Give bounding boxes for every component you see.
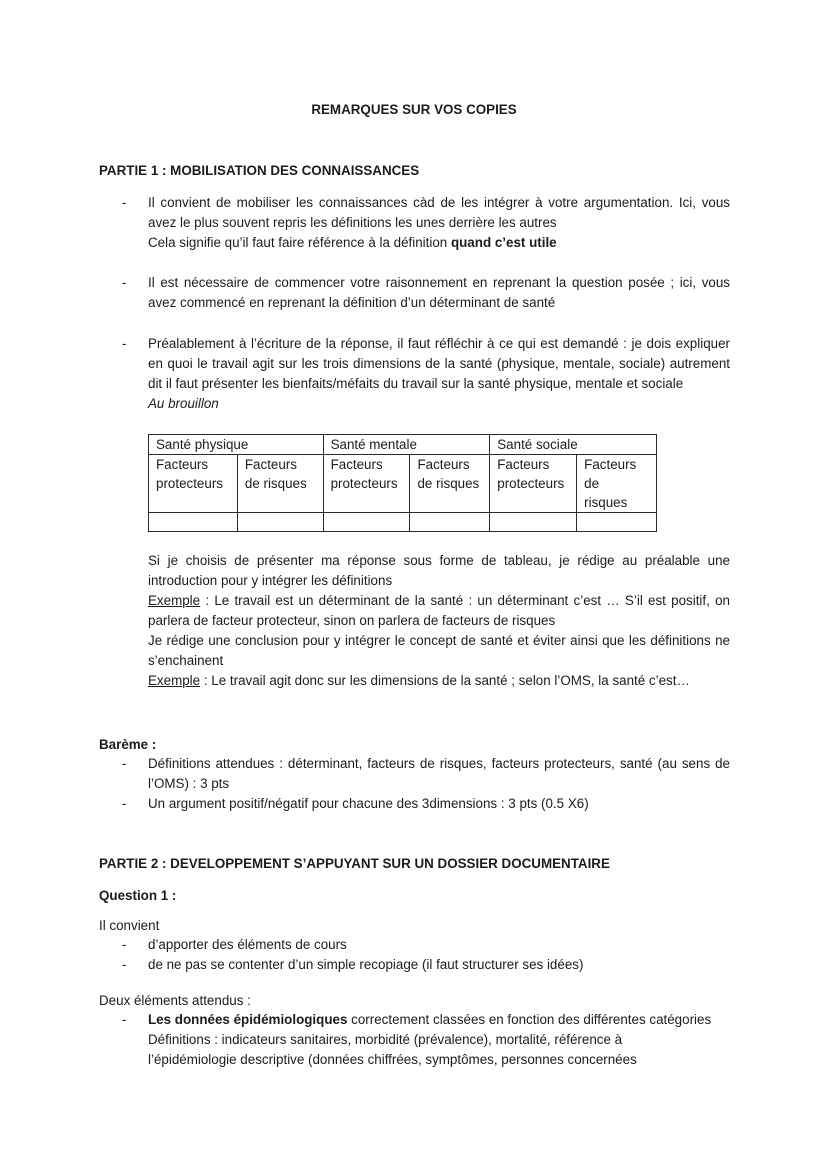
ex2-text: : Le travail agit donc sur les dimensions de la santé ; selon l’OMS, la santé c’est… xyxy=(200,673,690,688)
after-table-ex2 xyxy=(148,671,730,691)
table-cell-empty xyxy=(149,513,238,532)
bullet1-line2-start: Cela signifie qu’il faut faire référence à la définition xyxy=(148,235,451,250)
table-cell xyxy=(577,455,657,513)
cell-line: Facteurs xyxy=(156,457,209,472)
bullet2-text: Il est nécessaire de commencer votre raisonnement en reprenant la question posée ; ici, vous avez commencé en reprenant la définition d’un déterminant de santé xyxy=(148,275,730,310)
table-cell-empty xyxy=(410,513,490,532)
bullet-dash: - xyxy=(122,275,127,290)
partie1-bullet2 xyxy=(148,273,730,313)
element-bold: Les données épidémiologiques xyxy=(148,1012,348,1027)
cell-line: de risques xyxy=(417,476,480,491)
table-cell-empty xyxy=(237,513,323,532)
exemple-label: Exemple xyxy=(148,593,201,608)
element-def2: l’épidémiologie descriptive (données chiffrées, symptômes, personnes concernées xyxy=(148,1052,637,1067)
after-table-p1: Si je choisis de présenter ma réponse sous forme de tableau, je rédige au préalable une introduction pour y intégrer les définitions xyxy=(148,553,730,588)
element-epidemio xyxy=(148,1010,730,1070)
cell-line: Facteurs xyxy=(330,457,383,472)
bullet1-line2-bold: quand c’est utile xyxy=(450,235,557,250)
partie1-heading: PARTIE 1 : MOBILISATION DES CONNAISSANCES xyxy=(99,163,420,178)
cell-line: de xyxy=(584,476,600,491)
table-cell xyxy=(410,455,490,513)
page-title: REMARQUES SUR VOS COPIES xyxy=(311,102,517,117)
bareme-heading: Barème : xyxy=(99,737,157,752)
cell-line: Facteurs xyxy=(244,457,297,472)
table-cell xyxy=(323,455,410,513)
convient-item: de ne pas se contenter d’un simple recopiage (il faut structurer ses idées) xyxy=(148,957,584,972)
exemple-label: Exemple xyxy=(148,673,201,688)
bullet-dash: - xyxy=(122,336,127,351)
convient-item: d’apporter des éléments de cours xyxy=(148,937,347,952)
bullet1-line2 xyxy=(148,233,730,253)
deux-elements-text: Deux éléments attendus : xyxy=(99,993,251,1008)
table-header-physique: Santé physique xyxy=(149,435,324,455)
cell-line: de risques xyxy=(244,476,307,491)
bullet-dash: - xyxy=(122,957,127,972)
cell-line: protecteurs xyxy=(156,476,223,491)
after-table-block xyxy=(148,551,730,691)
table-header-mentale: Santé mentale xyxy=(323,435,490,455)
cell-line: risques xyxy=(584,495,628,510)
element-epidemio-line1 xyxy=(148,1010,730,1030)
question-heading: Question 1 : xyxy=(99,888,177,903)
bullet3-text: Préalablement à l’écriture de la réponse, il faut réfléchir à ce qui est demandé : je dois expliquer en quoi le travail agit sur les trois dimensions de la santé (physique, mentale, sociale) autrement dit il faut présenter les bienfaits/méfaits du travail sur la santé physique, mentale et sociale xyxy=(148,336,730,391)
partie2-heading: PARTIE 2 : DEVELOPPEMENT S’APPUYANT SUR UN DOSSIER DOCUMENTAIRE xyxy=(99,856,610,871)
table-cell xyxy=(149,455,238,513)
table-cell xyxy=(490,455,577,513)
table-cell-empty xyxy=(323,513,410,532)
cell-line: Facteurs xyxy=(417,457,470,472)
cell-line: protecteurs xyxy=(497,476,565,491)
partie1-bullet1 xyxy=(148,193,730,253)
bullet-dash: - xyxy=(122,1012,127,1027)
ex1-text: : Le travail est un déterminant de la santé : un déterminant c’est … S’il est positif, on parlera de facteur protecteur, sinon on parlera de facteurs de risques xyxy=(148,593,730,628)
element-rest: correctement classées en fonction des différentes catégories xyxy=(347,1012,712,1027)
bullet-dash: - xyxy=(122,796,127,811)
bullet-dash: - xyxy=(122,195,127,210)
partie1-bullet3 xyxy=(148,334,730,414)
cell-line: protecteurs xyxy=(330,476,398,491)
convient-text: Il convient xyxy=(99,918,160,933)
brouillon-label: Au brouillon xyxy=(148,396,219,411)
table-cell-empty xyxy=(490,513,577,532)
table-header-sociale: Santé sociale xyxy=(490,435,657,455)
table-cell xyxy=(237,455,323,513)
bareme-item: Un argument positif/négatif pour chacune des 3dimensions : 3 pts (0.5 X6) xyxy=(148,796,589,811)
element-def1: Définitions : indicateurs sanitaires, morbidité (prévalence), mortalité, référence à xyxy=(148,1032,623,1047)
bullet1-text: Il convient de mobiliser les connaissances càd de les intégrer à votre argumentation. Ici, vous avez le plus souvent repris les définitions les unes derrière les autres xyxy=(148,195,730,230)
bullet-dash: - xyxy=(122,937,127,952)
bullet-dash: - xyxy=(122,756,127,771)
table-cell-empty xyxy=(577,513,657,532)
bareme-item xyxy=(148,754,730,794)
brouillon-table xyxy=(148,434,657,532)
after-table-p2: Je rédige une conclusion pour y intégrer le concept de santé et éviter ainsi que les définitions ne s’enchainent xyxy=(148,633,730,668)
cell-line: Facteurs xyxy=(497,457,550,472)
after-table-ex1 xyxy=(148,591,730,631)
cell-line: Facteurs xyxy=(584,457,637,472)
bareme-item-text: Définitions attendues : déterminant, facteurs de risques, facteurs protecteurs, santé (au sens de l’OMS) : 3 pts xyxy=(148,756,730,791)
